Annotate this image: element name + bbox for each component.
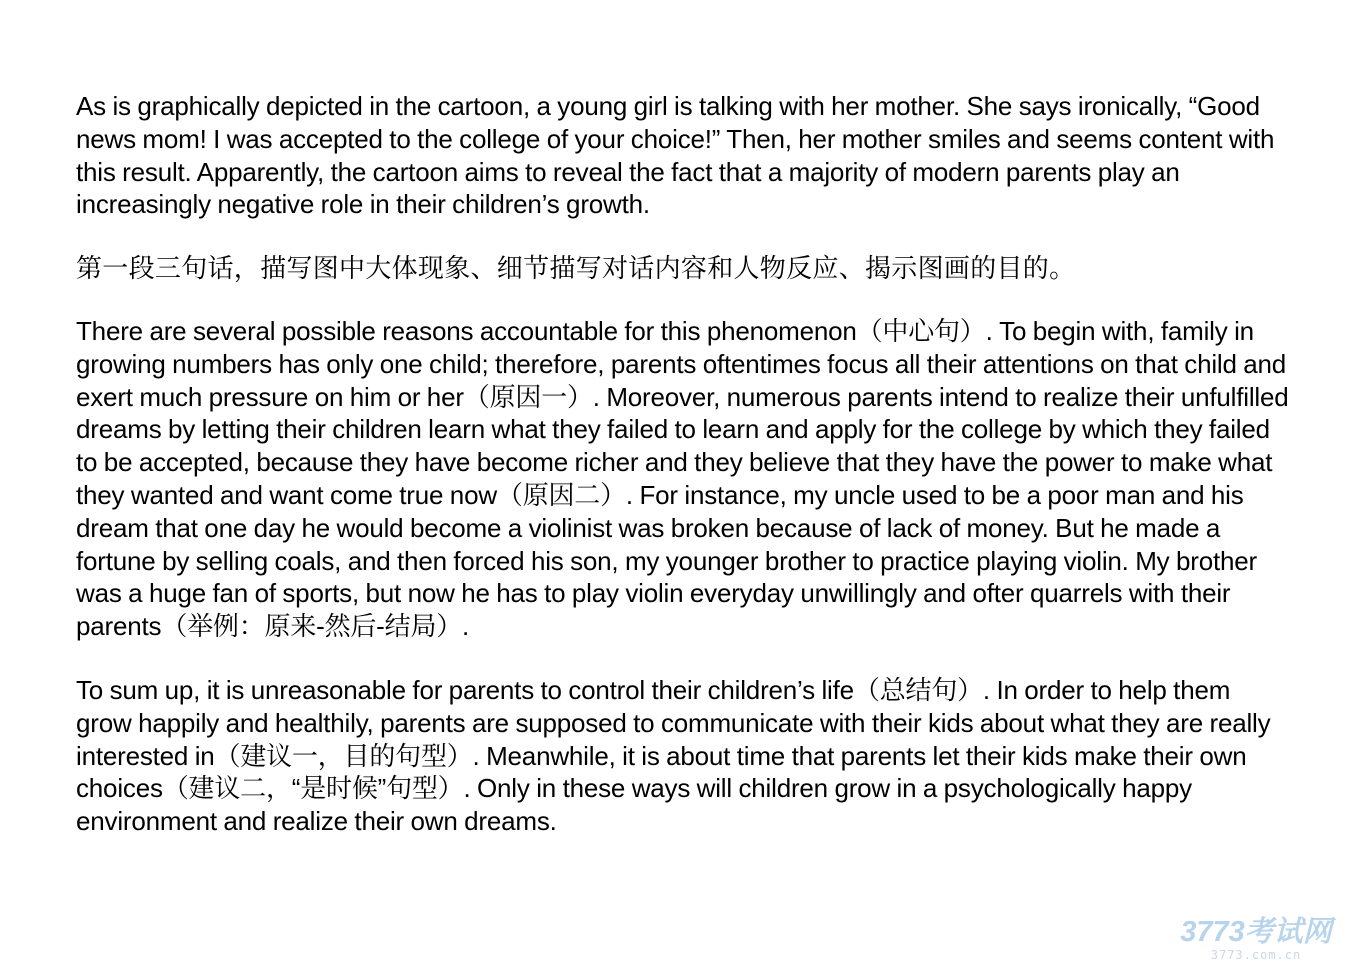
paragraph-conclusion: To sum up, it is unreasonable for parents to control their children’s life（总结句）. In order to help them grow happily and healthily, parents are supposed to communicate with their kids about what they are really interested in（建议一，目的句型）. Meanwhile, it is about time that parents let their kids make their own choices（建议二，“是时候”句型）. Only in these ways will children grow in a psychologically happy environment and realize their own dreams. [76,674,1271,837]
site-watermark [1176,916,1336,962]
essay-document [76,90,1291,869]
paragraph-annotation: 第一段三句话，描写图中大体现象、细节描写对话内容和人物反应、揭示图画的目的。 [76,253,1076,284]
paragraph-intro: As is graphically depicted in the cartoon, a young girl is talking with her mother. She says ironically, “Good news mom! I was accepted to the college of your choice!” Then, her mother smiles and seems content with this result. Apparently, the cartoon aims to reveal the fact that a majority of modern parents play an increasingly negative role in their children’s growth. [76,91,1275,220]
watermark-url: 3773.com.cn [1210,948,1302,962]
watermark-logo: 3773考试网 [1180,916,1332,948]
paragraph-reasons: There are several possible reasons accountable for this phenomenon（中心句）. To begin with, family in growing numbers has only one child; therefore, parents oftentimes focus all their attentions on that child and exert much pressure on him or her（原因一）. Moreover, numerous parents intend to realize their unfulfilled dreams by letting their children learn what they failed to learn and apply for the college by which they failed to be accepted, because they have become richer and they believe that they have the power to make what they wanted and want come true now（原因二）. For instance, my uncle used to be a poor man and his dream that one day he would become a violinist was broken because of lack of money. But he made a fortune by selling coals, and then forced his son, my younger brother to practice playing violin. My brother was a huge fan of sports, but now he has to play violin everyday unwillingly and ofter quarrels with their parents（举例：原来-然后-结局）. [76,315,1289,642]
